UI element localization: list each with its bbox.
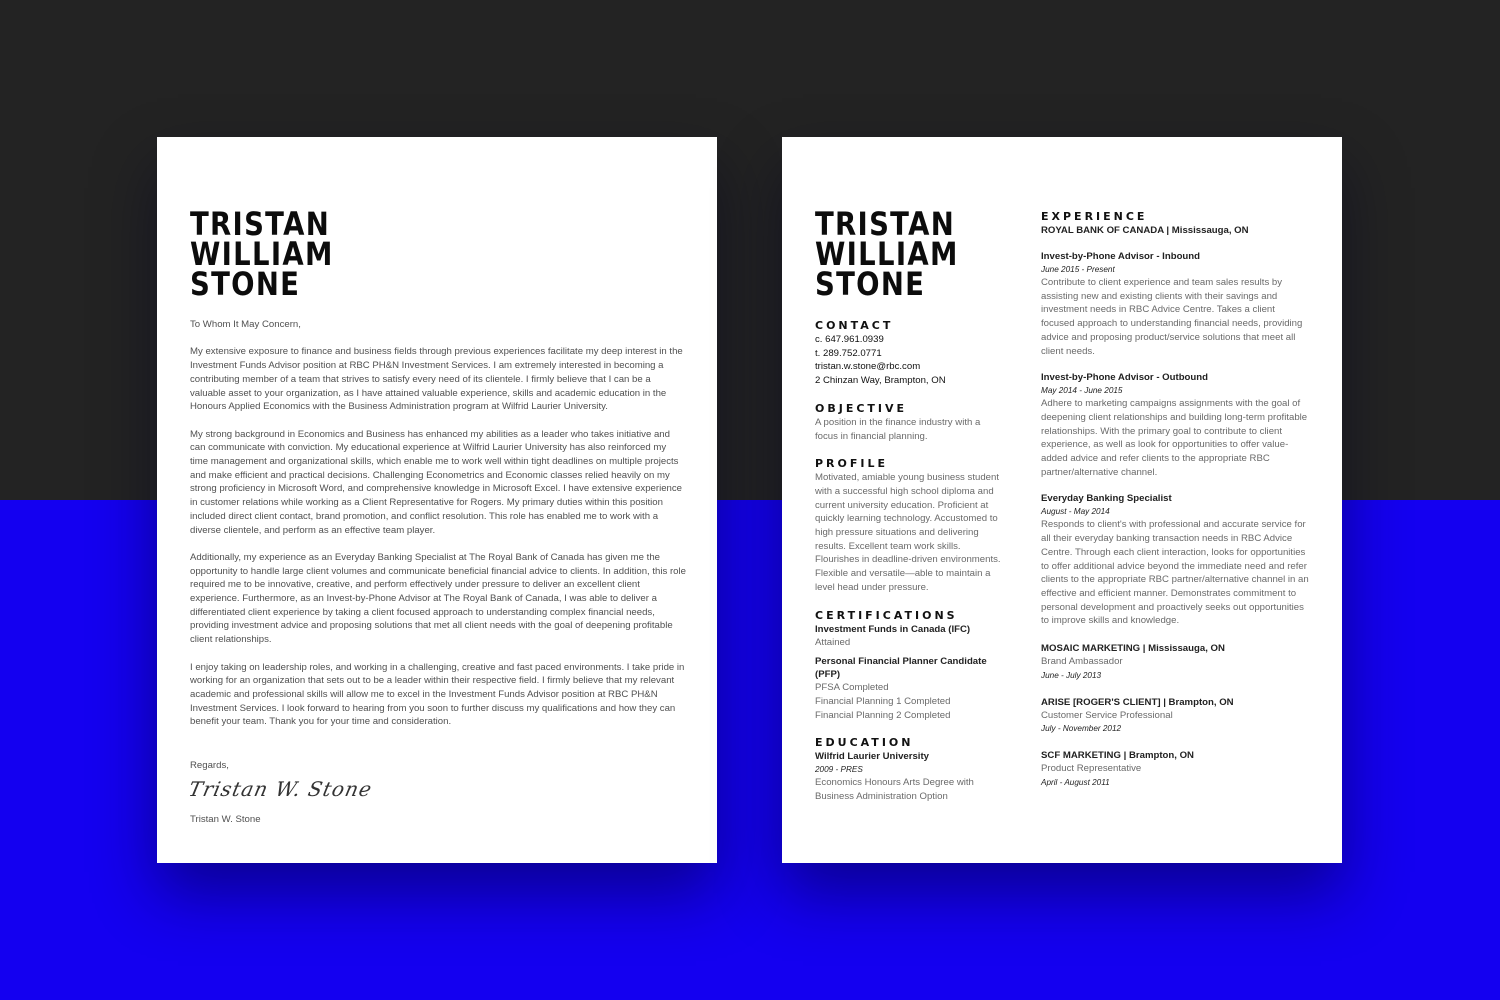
letter-closing: Regards,: [190, 760, 229, 771]
education-section: [815, 736, 1005, 803]
job-description: Contribute to client experience and team sales results by assisting new and existing clients with their savings and investment needs in RBC Advice Centre. Takes a client focused approach to understanding financial needs, providing advice and proposing product/service solutions that meet all client needs.: [1041, 277, 1303, 357]
job-description: Adhere to marketing campaigns assignments with the goal of deepening client relationships and building long-term profitable relationships. With the primary goal to contribute to client experience, as well as look for opportunities to offer value-added advice and refer clients to the appropriate RBC partner/alternative channel.: [1041, 398, 1308, 478]
contact-phone-tel: t. 289.752.0771: [815, 347, 882, 359]
name-line: STONE: [815, 265, 926, 303]
certification-item: [815, 655, 1005, 722]
employer-name: SCF MARKETING | Brampton, ON: [1041, 750, 1194, 762]
letter-body: [190, 318, 686, 743]
job-dates: June 2015 - Present: [1041, 265, 1115, 274]
job-title: Invest-by-Phone Advisor - Outbound: [1041, 372, 1209, 384]
name-line: STONE: [190, 265, 301, 303]
employer-role: Brand Ambassador: [1041, 656, 1123, 668]
employer-entry: [1041, 749, 1311, 789]
section-heading: PROFILE: [815, 457, 889, 471]
education-school: Wilfrid Laurier University: [815, 751, 930, 763]
resume-page: [782, 137, 1342, 863]
section-heading: EDUCATION: [815, 736, 914, 750]
job-title: Invest-by-Phone Advisor - Inbound: [1041, 251, 1201, 262]
letter-paragraph: My extensive exposure to finance and business fields through previous experiences facilitate my deep interest in the Investment Funds Advisor position at RBC PH&N Investment Services. I am extremely interested in becoming a contributing member of a team that strives to satisfy every need of its clientele. I firmly believe that I can be a valuable asset to your organization, as I have attained valuable experience, skills and academic education in the Honours Applied Economics with the Business Administration program at Wilfrid Laurier University.: [190, 346, 683, 413]
resume-left-column: [815, 319, 1005, 818]
job-description: Responds to client's with professional and accurate service for all their everyday banking transaction needs in RBC Advice Centre. Through each client interaction, looks for opportunities to offer additional advice beyond the immediate need and refer clients to the appropriate RBC partner/alternative channel in an effective and efficient manner. Demonstrates commitment to personal development and proactively seeks out opportunities to improve skills and knowledge.: [1041, 519, 1309, 627]
job-title: Everyday Banking Specialist: [1041, 493, 1172, 505]
certification-status: Attained: [815, 636, 851, 648]
name-line: TRISTAN: [815, 205, 956, 243]
handwritten-signature: Tristan W. Stone: [186, 777, 375, 801]
objective-text: A position in the finance industry with a focus in financial planning.: [815, 416, 981, 442]
education-dates: 2009 - PRES: [815, 765, 863, 775]
cover-letter-page: [157, 137, 717, 863]
certifications-section: [815, 609, 1005, 723]
certification-item: [815, 623, 1005, 650]
name-line: WILLIAM: [815, 235, 959, 273]
section-heading: EXPERIENCE: [1041, 210, 1148, 223]
employer-entry: [1041, 696, 1311, 736]
contact-phone-cell: c. 647.961.0939: [815, 334, 884, 345]
letter-paragraph: Additionally, my experience as an Everyday Banking Specialist at The Royal Bank of Canada has given me the opportunity to handle large client volumes and communicate beneficial financial advice to clients. In addition, this role required me to be innovative, creative, and perform effectively under pressure to deliver an excellent client experience. Furthermore, as an Invest-by-Phone Advisor at The Royal Bank of Canada, I was able to deliver a differentiated client experience by taking a client focused approach to understanding complex financial needs, providing investment advice and proposing solutions that met all client needs with the goal of deepening profitable client relationships.: [190, 551, 686, 646]
employer-name: MOSAIC MARKETING | Mississauga, ON: [1041, 643, 1225, 655]
section-heading: OBJECTIVE: [815, 401, 908, 415]
name-line: WILLIAM: [190, 235, 334, 273]
employer-dates: April - August 2011: [1041, 778, 1110, 788]
job-entry: [1041, 492, 1311, 628]
job-dates: May 2014 - June 2015: [1041, 386, 1123, 396]
employer-name: ROYAL BANK OF CANADA | Mississauga, ON: [1041, 225, 1249, 236]
certification-title: Personal Financial Planner Candidate (PFP): [815, 656, 987, 681]
employer-dates: June - July 2013: [1041, 670, 1102, 680]
job-entry: [1041, 250, 1311, 358]
certification-title: Investment Funds in Canada (IFC): [815, 623, 971, 635]
name-line: TRISTAN: [190, 205, 331, 243]
employer-role: Product Representative: [1041, 763, 1142, 775]
section-heading: CERTIFICATIONS: [815, 608, 958, 622]
employer-role: Customer Service Professional: [1041, 709, 1173, 721]
resume-name-heading: [815, 205, 959, 303]
contact-email: tristan.w.stone@rbc.com: [815, 361, 921, 373]
letter-paragraph: My strong background in Economics and Business has enhanced my abilities as a leader who takes initiative and can communicate with conviction. My educational experience at Wilfrid Laurier University has also reinforced my time management and organizational skills, which enable me to work well within tight deadlines on multiple projects and make efficient and practical decisions. Challenging Econometrics and Economic classes relied heavily on my strong proficiency in Microsoft Word, and comprehensive knowledge in Microsoft Excel. I have extensive experience in customer relations while working as a Client Representative for Rogers. My primary duties within this position included direct client contact, brand promotion, and conflict resolution. This role has enabled me to work with a diverse clientele, and perform as an effective team player.: [190, 428, 683, 536]
job-entry: [1041, 371, 1311, 479]
certification-status: Financial Planning 1 Completed: [815, 695, 951, 707]
letter-paragraph: I enjoy taking on leadership roles, and working in a challenging, creative and fast paced environments. I take pride in working for an organization that sets out to be a leader within their respective field. I firmly believe that my relevant academic and professional skills will allow me to excel in the Investment Funds Advisor position at RBC PH&N Investment Services. I look forward to hearing from you soon to further discuss my qualifications and how they can benefit your team. Thank you for your time and consideration.: [190, 661, 685, 728]
letter-name-heading: [190, 205, 334, 303]
profile-text: Motivated, amiable young business student with a successful high school diploma and current university education. Proficient at quickly learning technology. Accustomed to high pressure situations and delivering results. Excellent team work skills. Flourishes in deadline-driven environments. Flexible and versatile—able to maintain a level head under pressure.: [815, 472, 1001, 593]
employer-dates: July - November 2012: [1041, 724, 1122, 734]
objective-section: [815, 402, 1005, 443]
resume-right-column: [1041, 210, 1311, 789]
contact-section: [815, 319, 1005, 388]
letter-signed-name: Tristan W. Stone: [190, 814, 261, 825]
section-heading: CONTACT: [815, 319, 894, 332]
education-degree: Economics Honours Arts Degree with Business Administration Option: [815, 777, 974, 803]
job-dates: August - May 2014: [1041, 507, 1110, 517]
employer-entry: [1041, 642, 1311, 682]
contact-address: 2 Chinzan Way, Brampton, ON: [815, 375, 946, 387]
certification-status: PFSA Completed: [815, 682, 889, 694]
certification-status: Financial Planning 2 Completed: [815, 709, 951, 721]
profile-section: [815, 457, 1005, 594]
letter-greeting: To Whom It May Concern,: [190, 319, 301, 330]
employer-name: ARISE [ROGER'S CLIENT] | Brampton, ON: [1041, 696, 1234, 708]
